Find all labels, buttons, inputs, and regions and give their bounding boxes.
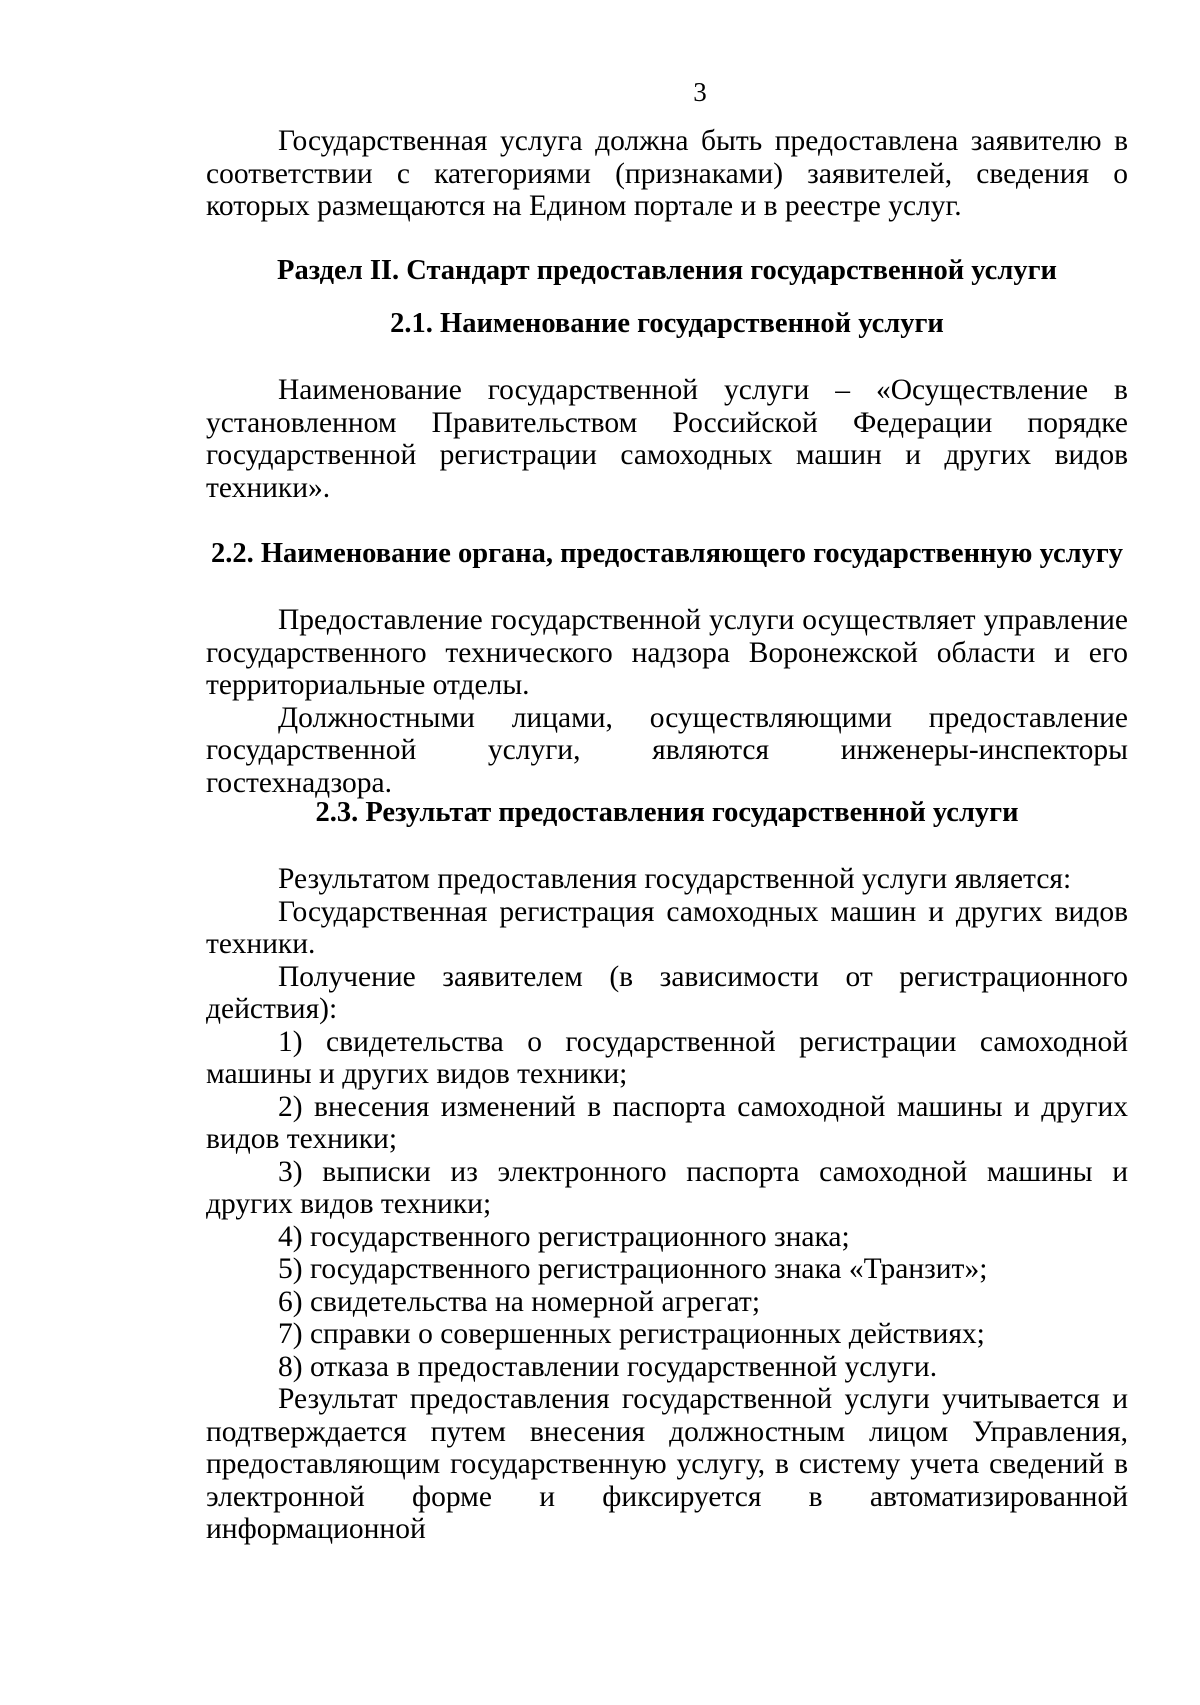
list-item: 8) отказа в предоставлении государственной услуги. — [278, 1350, 938, 1383]
section-title: Раздел II. Стандарт предоставления государственной услуги — [277, 255, 1057, 286]
intro-paragraph: Государственная услуга должна быть предоставлена заявителю в соответствии с категориями (признаками) заявителей, сведения о которых размещаются на Едином портале и в реестре услуг. — [206, 125, 1128, 222]
list-item: 5) государственного регистрационного знака «Транзит»; — [278, 1253, 988, 1285]
list-item: 1) свидетельства о государственной регистрации самоходной машины и других видов техники; — [206, 1025, 1128, 1090]
list-item: 2) внесения изменений в паспорта самоходной машины и других видов техники; — [206, 1090, 1128, 1155]
heading-2-1: 2.1. Наименование государственной услуги — [390, 308, 944, 339]
registration-paragraph: Государственная регистрация самоходных машин и других видов техники. — [206, 895, 1128, 960]
heading-2-2: 2.2. Наименование органа, предоставляющего государственную услугу — [210, 538, 1124, 569]
section-2-2-body — [206, 604, 1128, 799]
paragraph-2-2-1: Предоставление государственной услуги осуществляет управление государственного технического надзора Воронежской области и его территориальные отделы. — [206, 604, 1128, 701]
list-item: 6) свидетельства на номерной агрегат; — [278, 1285, 761, 1318]
receipt-paragraph: Получение заявителем (в зависимости от регистрационного действия): — [206, 960, 1128, 1025]
section-2-3-body — [206, 863, 1128, 1546]
result-paragraph: Результат предоставления государственной услуги учитывается и подтверждается путем внесения должностным лицом Управления, предоставляющим государственную услугу, в систему учета сведений в электронной форме и фиксируется в автоматизированной информационной — [206, 1383, 1128, 1545]
heading-2-3: 2.3. Результат предоставления государственной услуги — [315, 797, 1019, 828]
page-number: 3 — [693, 77, 707, 107]
list-item: 7) справки о совершенных регистрационных действиях; — [278, 1318, 985, 1350]
list-item: 4) государственного регистрационного знака; — [278, 1220, 850, 1253]
list-item: 3) выписки из электронного паспорта самоходной машины и других видов техники; — [206, 1155, 1128, 1220]
paragraph-2-2-2: Должностными лицами, осуществляющими предоставление государственной услуги, являются инженеры-инспекторы гостехнадзора. — [206, 701, 1128, 799]
result-lead: Результатом предоставления государственной услуги является: — [278, 863, 1072, 895]
paragraph-2-1: Наименование государственной услуги – «Осуществление в установленном Правительством Российской Федерации порядке государственной регистрации самоходных машин и других видов техники». — [206, 374, 1128, 504]
